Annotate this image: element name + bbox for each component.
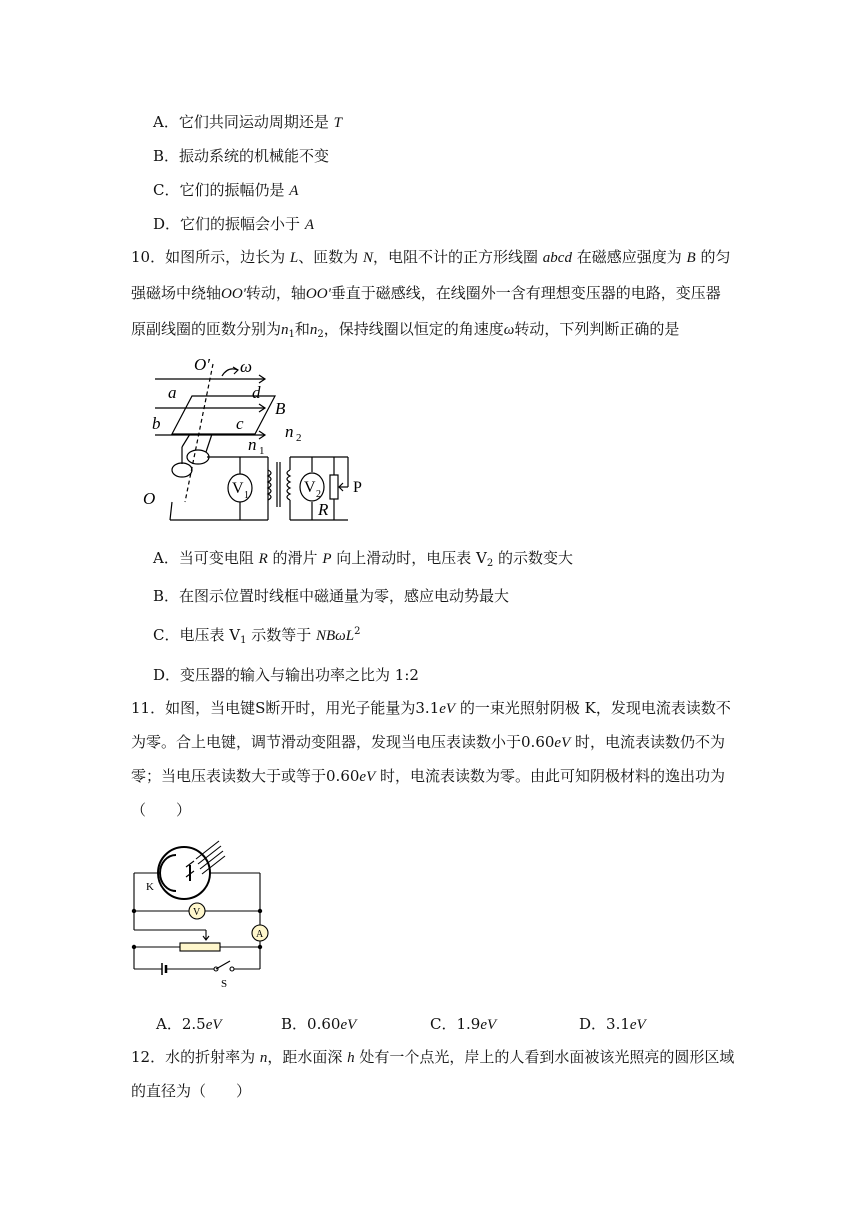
svg-text:n: n xyxy=(285,422,294,441)
svg-text:V: V xyxy=(304,479,316,496)
svg-text:V: V xyxy=(232,480,244,497)
q11-photoelectric-circuit-figure xyxy=(124,835,274,995)
svg-text:1: 1 xyxy=(259,445,265,457)
svg-text:V: V xyxy=(193,907,201,918)
svg-text:2: 2 xyxy=(296,432,302,444)
q10-stem-line3: 原副线圈的匝数分别为$n_1$和$n_2$，保持线圈以恒定的角速度ω转动，下列判断正确的是 xyxy=(131,320,680,340)
q10-option-a: A．当可变电阻 R 的滑片 P 向上滑动时，电压表 $V_2$ 的示数变大 xyxy=(153,549,574,569)
q10-option-d: D．变压器的输入与输出功率之比为 1:2 xyxy=(153,666,419,684)
q12-stem-line2: 的直径为（ ） xyxy=(131,1082,252,1100)
q10-option-c: C．电压表 $V_1$ 示数等于 NBωL$^2$ xyxy=(153,626,361,646)
q11-stem-line3: 零；当电压表读数大于或等于0.60eV 时，电流表读数为零。由此可知阴极材料的逸出功为 xyxy=(131,767,726,785)
q11-option-d: D．3.1eV xyxy=(579,1015,646,1033)
q10-option-b: B．在图示位置时线框中磁通量为零，感应电动势最大 xyxy=(153,587,510,605)
svg-text:O: O xyxy=(143,489,156,508)
svg-text:c: c xyxy=(236,414,244,433)
svg-text:a: a xyxy=(168,383,177,402)
svg-text:b: b xyxy=(152,414,161,433)
q10-stem-line1: 10．如图所示，边长为 L、匝数为 N，电阻不计的正方形线圈 abcd 在磁感应强度为 B 的匀 xyxy=(131,248,731,266)
q9-option-d: D．它们的振幅会小于 A xyxy=(153,215,314,233)
q11-option-b: B．0.60eV xyxy=(281,1015,357,1033)
svg-text:1: 1 xyxy=(244,490,249,501)
q9-option-a: A．它们共同运动周期还是 T xyxy=(153,113,342,131)
svg-text:K: K xyxy=(146,881,154,893)
q11-stem-line2: 为零。合上电键，调节滑动变阻器，发现当电压表读数小于0.60eV 时，电流表读数仍不为 xyxy=(131,733,726,751)
q11-option-c: C．1.9eV xyxy=(430,1015,497,1033)
svg-text:O′: O′ xyxy=(194,355,210,374)
q11-option-a: A．2.5eV xyxy=(156,1015,222,1033)
svg-text:n: n xyxy=(248,435,257,454)
q10-stem-line2: 强磁场中绕轴OO'转动，轴OO'垂直于磁感线，在线圈外一含有理想变压器的电路，变压器 xyxy=(131,284,721,302)
svg-text:S: S xyxy=(221,978,228,990)
q9-option-b: B．振动系统的机械能不变 xyxy=(153,147,330,165)
q10-generator-transformer-figure xyxy=(140,352,380,527)
svg-text:A: A xyxy=(256,929,264,940)
svg-text:2: 2 xyxy=(316,489,321,500)
svg-text:ω: ω xyxy=(240,357,253,376)
q9-option-c: C．它们的振幅仍是 A xyxy=(153,181,299,199)
svg-text:P: P xyxy=(353,479,362,496)
svg-text:d: d xyxy=(252,383,261,402)
q11-stem-line1: 11．如图，当电键S断开时，用光子能量为3.1eV 的一束光照射阴极 K，发现电流表读数不 xyxy=(131,699,731,717)
q12-stem-line1: 12．水的折射率为 n，距水面深 h 处有一个点光，岸上的人看到水面被该光照亮的圆形区域 xyxy=(131,1048,735,1066)
svg-text:B: B xyxy=(275,399,286,418)
q11-stem-line4: （ ） xyxy=(131,801,192,819)
svg-text:R: R xyxy=(318,500,329,519)
